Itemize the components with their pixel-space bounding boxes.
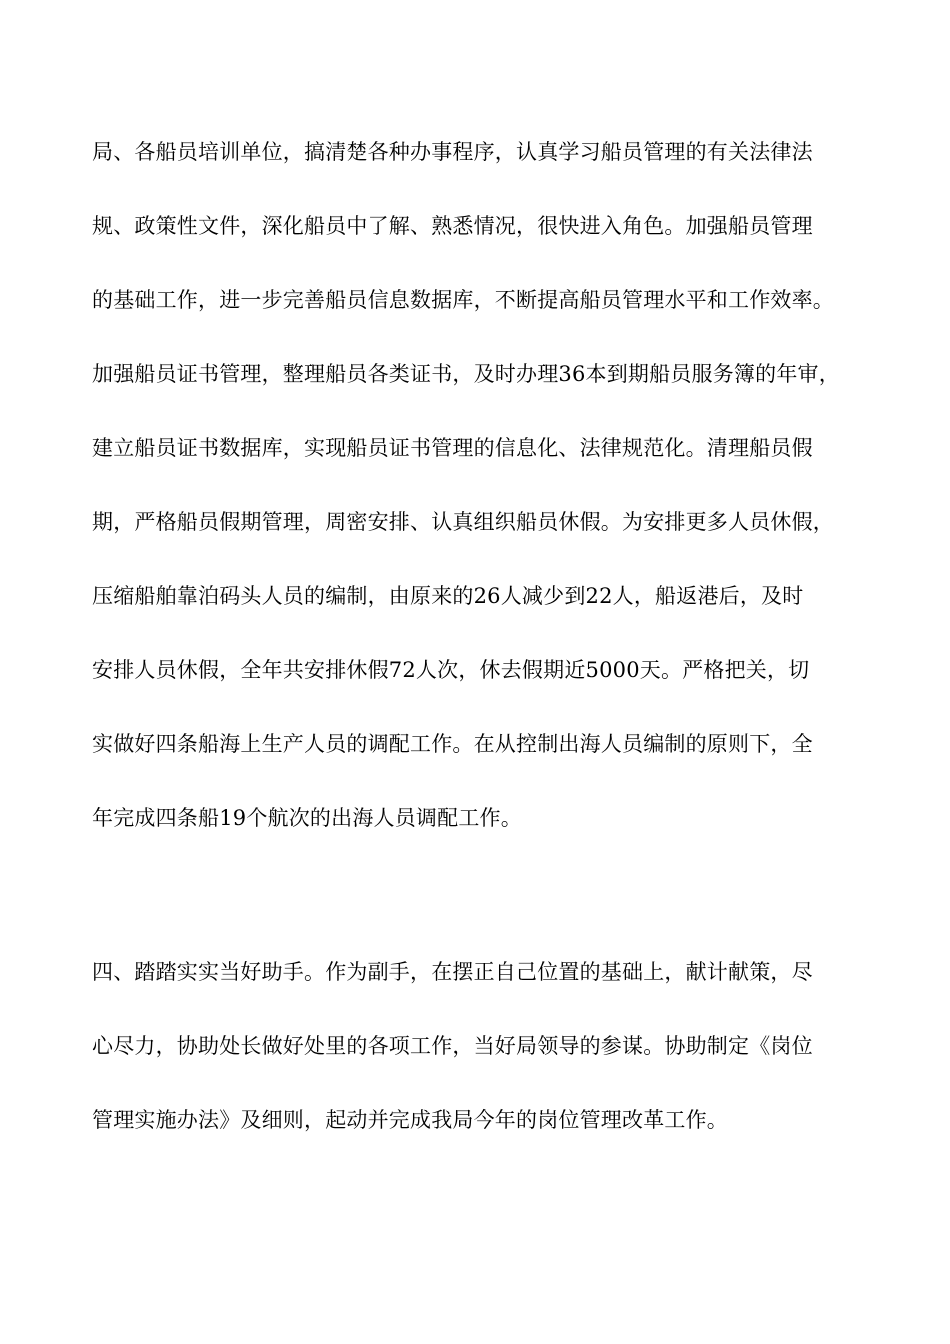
- text-line: 的基础工作，进一步完善船员信息数据库，不断提高船员管理水平和工作效率。: [92, 288, 834, 312]
- text-line: 实做好四条船海上生产人员的调配工作。在从控制出海人员编制的原则下，全: [92, 732, 813, 756]
- text-line: 心尽力，协助处长做好处里的各项工作，当好局领导的参谋。协助制定《岗位: [92, 1034, 813, 1058]
- text-line: 局、各船员培训单位，搞清楚各种办事程序，认真学习船员管理的有关法律法: [92, 140, 813, 164]
- text-line: 管理实施办法》及细则，起动并完成我局今年的岗位管理改革工作。: [92, 1108, 728, 1132]
- text-line: 压缩船舶靠泊码头人员的编制，由原来的26人减少到22人，船返港后，及时: [92, 584, 804, 608]
- text-line: 年完成四条船19个航次的出海人员调配工作。: [92, 806, 522, 830]
- paragraph-crew-management: [92, 140, 872, 892]
- text-line: 四、踏踏实实当好助手。作为副手，在摆正自己位置的基础上，献计献策，尽: [92, 960, 813, 984]
- text-line: 安排人员休假，全年共安排休假72人次，休去假期近5000天。严格把关，切: [92, 658, 810, 682]
- text-line: 期，严格船员假期管理，周密安排、认真组织船员休假。为安排更多人员休假，: [92, 510, 834, 534]
- text-line: 建立船员证书数据库，实现船员证书管理的信息化、法律规范化。清理船员假: [92, 436, 813, 460]
- text-line: 规、政策性文件，深化船员中了解、熟悉情况，很快进入角色。加强船员管理: [92, 214, 813, 238]
- text-line: 加强船员证书管理，整理船员各类证书，及时办理36本到期船员服务簿的年审，: [92, 362, 840, 386]
- paragraph-assistant-role: [92, 960, 872, 1194]
